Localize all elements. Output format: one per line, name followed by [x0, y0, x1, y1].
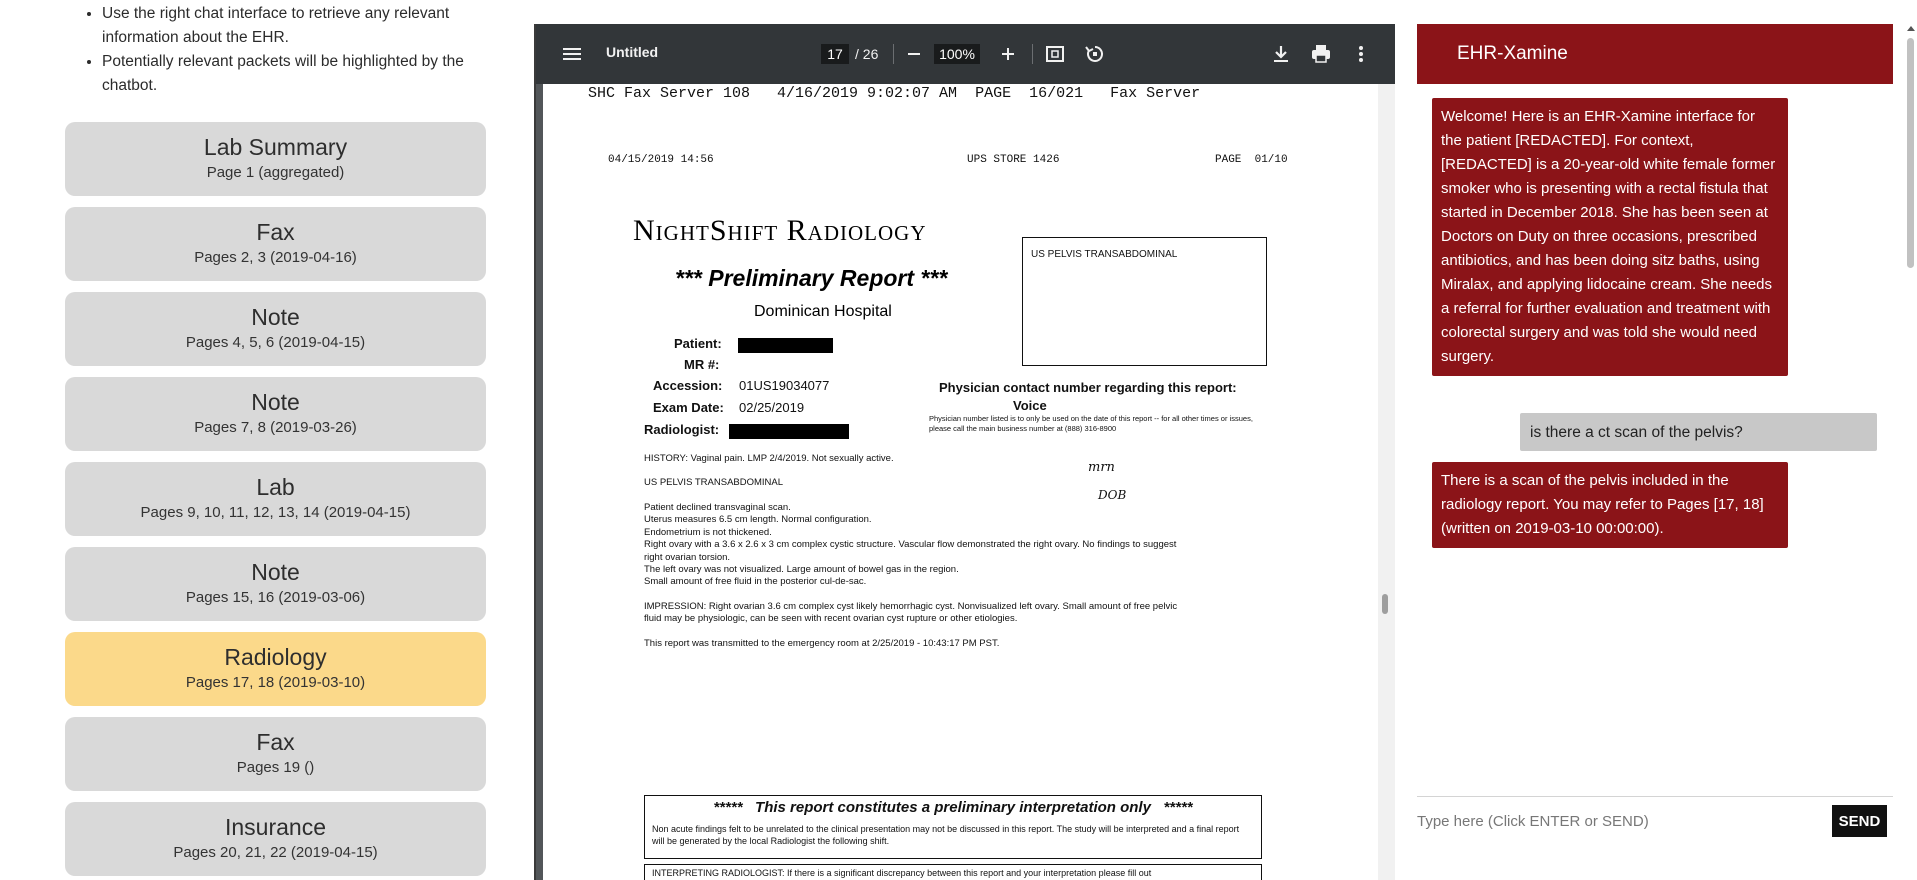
patient-redaction: [738, 338, 833, 353]
exam-date-label: Exam Date:: [653, 400, 724, 415]
packet-pages: Pages 9, 10, 11, 12, 13, 14 (2019-04-15): [140, 504, 411, 521]
contact-title: Physician contact number regarding this report:: [939, 380, 1237, 395]
fax-page: PAGE 01/10: [1215, 154, 1288, 166]
toolbar-divider: [893, 44, 894, 64]
packet-insurance[interactable]: [65, 802, 486, 876]
chat-input-bar: [1417, 796, 1893, 844]
packet-title: Note: [251, 389, 300, 415]
packet-fax-1[interactable]: [65, 207, 486, 281]
packet-radiology[interactable]: [65, 632, 486, 706]
instruction-item: • Potentially relevant packets will be highlighted by the chatbot.: [102, 50, 520, 98]
zoom-in-icon[interactable]: [996, 42, 1020, 66]
chat-header: EHR-Xamine: [1417, 24, 1893, 84]
pdf-scrollbar[interactable]: [1378, 84, 1396, 880]
chat-message-bot: There is a scan of the pelvis included in the radiology report. You may refer to Pages [17, 18] (written on 2019-03-10 00:00:00).: [1432, 462, 1788, 548]
radiologist-label: Radiologist:: [644, 422, 720, 437]
fax-header: SHC Fax Server 108 4/16/2019 9:02:07 AM PAGE 16/021 Fax Server: [588, 85, 1201, 102]
accession-value: 01US19034077: [739, 378, 830, 393]
exam-date-value: 02/25/2019: [739, 400, 805, 415]
packet-sidebar: [0, 0, 535, 880]
zoom-input[interactable]: 100%: [934, 44, 980, 64]
rotate-icon[interactable]: [1083, 42, 1107, 66]
pdf-page: [543, 84, 1379, 880]
exam-box: [1022, 237, 1267, 366]
interpreting-text: INTERPRETING RADIOLOGIST: If there is a significant discrepancy between this report and your interpretation please fill out: [652, 868, 1152, 878]
packet-title: Fax: [256, 219, 295, 245]
more-options-icon[interactable]: [1349, 42, 1373, 66]
finding-line: Patient declined transvaginal scan.: [644, 502, 791, 513]
packet-lab-summary[interactable]: [65, 122, 486, 196]
fax-date: 04/15/2019 14:56: [608, 154, 714, 166]
finding-line: Endometrium is not thickened.: [644, 526, 772, 538]
packet-title: Lab: [256, 474, 295, 500]
packet-pages: Pages 15, 16 (2019-03-06): [185, 589, 366, 606]
pdf-toolbar: [536, 24, 1396, 84]
packet-title: Radiology: [224, 644, 327, 670]
menu-icon[interactable]: [560, 42, 584, 66]
packet-pages: Pages 20, 21, 22 (2019-04-15): [173, 844, 378, 861]
download-icon[interactable]: [1269, 42, 1293, 66]
radiology-brand: NightShift Radiology: [633, 214, 927, 247]
contact-note: Physician number listed is to only be used on the date of this report -- for all other times or issues, please call the main business number at (888) 316-8900: [929, 414, 1253, 433]
packet-title: Note: [251, 559, 300, 585]
packet-title: Lab Summary: [203, 134, 348, 160]
impression-block: [644, 601, 1177, 626]
radiologist-redaction: [729, 424, 849, 439]
pdf-scrollbar-thumb[interactable]: [1382, 594, 1388, 614]
packet-title: Insurance: [224, 814, 326, 840]
instruction-item: • Use the right chat interface to retrieve any relevant information about the EHR.: [102, 2, 520, 50]
patient-label: Patient:: [674, 336, 722, 351]
interpreting-box: [644, 864, 1262, 880]
packet-lab[interactable]: [65, 462, 486, 536]
fit-page-icon[interactable]: [1043, 42, 1067, 66]
scroll-up-icon[interactable]: [1907, 26, 1915, 31]
pdf-viewer: [534, 24, 1394, 880]
packet-note-1[interactable]: [65, 292, 486, 366]
disclaimer-title: ***** This report constitutes a preliminary interpretation only *****: [713, 799, 1193, 816]
chat-message-user: is there a ct scan of the pelvis?: [1520, 413, 1877, 451]
page-total: / 26: [855, 46, 879, 62]
packet-note-2[interactable]: [65, 377, 486, 451]
packet-pages: Pages 4, 5, 6 (2019-04-15): [185, 334, 366, 351]
chat-scrollbar-thumb[interactable]: [1907, 38, 1914, 268]
handwritten-note: mrn: [1088, 460, 1115, 475]
accession-label: Accession:: [653, 378, 723, 393]
pdf-scroll-area[interactable]: [536, 84, 1396, 880]
page-number-input[interactable]: 17: [821, 44, 849, 64]
print-icon[interactable]: [1309, 42, 1333, 66]
history-line: HISTORY: Vaginal pain. LMP 2/4/2019. Not sexually active.: [644, 453, 894, 464]
chat-input[interactable]: [1417, 803, 1817, 839]
transmitted-line: This report was transmitted to the emergency room at 2/25/2019 - 10:43:17 PM PST.: [644, 638, 1000, 649]
finding-line: The left ovary was not visualized. Large amount of bowel gas in the region.: [644, 564, 959, 576]
packet-pages: Page 1 (aggregated): [206, 164, 345, 181]
packet-title: Fax: [256, 729, 295, 755]
impression-line: IMPRESSION: Right ovarian 3.6 cm complex cyst likely hemorrhagic cyst. Nonvisualized left ovary. Small amount of free pelvic: [644, 601, 1178, 612]
packet-fax-2[interactable]: [65, 717, 486, 791]
handwritten-note: DOB: [1098, 488, 1127, 502]
packet-pages: Pages 7, 8 (2019-03-26): [194, 419, 357, 436]
report-title: *** Preliminary Report ***: [675, 265, 948, 291]
finding-line: Small amount of free fluid in the posterior cul-de-sac.: [644, 576, 867, 588]
finding-line: Right ovary with a 3.6 x 2.6 x 3 cm complex cystic structure. Vascular flow demonstrated the right ovary. No findings to suggest: [644, 539, 1177, 551]
exam-line: US PELVIS TRANSABDOMINAL: [644, 477, 784, 488]
send-button[interactable]: SEND: [1832, 805, 1887, 837]
toolbar-divider: [1032, 44, 1033, 64]
packet-pages: Pages 17, 18 (2019-03-10): [185, 674, 366, 691]
chat-scrollbar[interactable]: [1905, 24, 1915, 264]
finding-line: right ovarian torsion.: [644, 551, 731, 563]
finding-line: Uterus measures 6.5 cm length. Normal configuration.: [644, 514, 872, 526]
instructions-list: [80, 2, 520, 98]
hospital-name: Dominican Hospital: [754, 303, 892, 320]
packet-pages: Pages 19 (): [236, 759, 315, 776]
chat-message-bot: Welcome! Here is an EHR-Xamine interface for the patient [REDACTED]. For context, [REDACTED] is a 20-year-old white female former smoker who is presenting with a rectal fistula that started in December 2018. She has been seen at Doctors on Duty on three occasions, prescribed antibiotics, and has been doing sitz baths, using Miralax, and applying lidocaine cream. She needs a referral for further evaluation and treatment with colorectal surgery and was told she would need surgery.: [1432, 98, 1788, 376]
exam-box-label: US PELVIS TRANSABDOMINAL: [1031, 249, 1178, 260]
packet-note-3[interactable]: [65, 547, 486, 621]
packet-title: Note: [251, 304, 300, 330]
fax-store: UPS STORE 1426: [967, 154, 1060, 166]
impression-line: fluid may be physiologic, can be seen with recent ovarian cyst rupture or other etiologies.: [644, 613, 1018, 625]
disclaimer-box: [644, 795, 1262, 859]
zoom-out-icon[interactable]: [902, 42, 926, 66]
findings-block: [644, 502, 1176, 589]
chat-panel: [1395, 0, 1917, 880]
mr-label: MR #:: [684, 357, 720, 372]
document-title: Untitled: [606, 44, 659, 60]
contact-value: Voice: [1013, 398, 1047, 413]
packet-pages: Pages 2, 3 (2019-04-16): [194, 249, 357, 266]
disclaimer-body: Non acute findings felt to be unrelated to the clinical presentation may not be discussed in this report. The study will be interpreted and a final report will be generated by the local Radiologist the following shift.: [652, 824, 1240, 846]
